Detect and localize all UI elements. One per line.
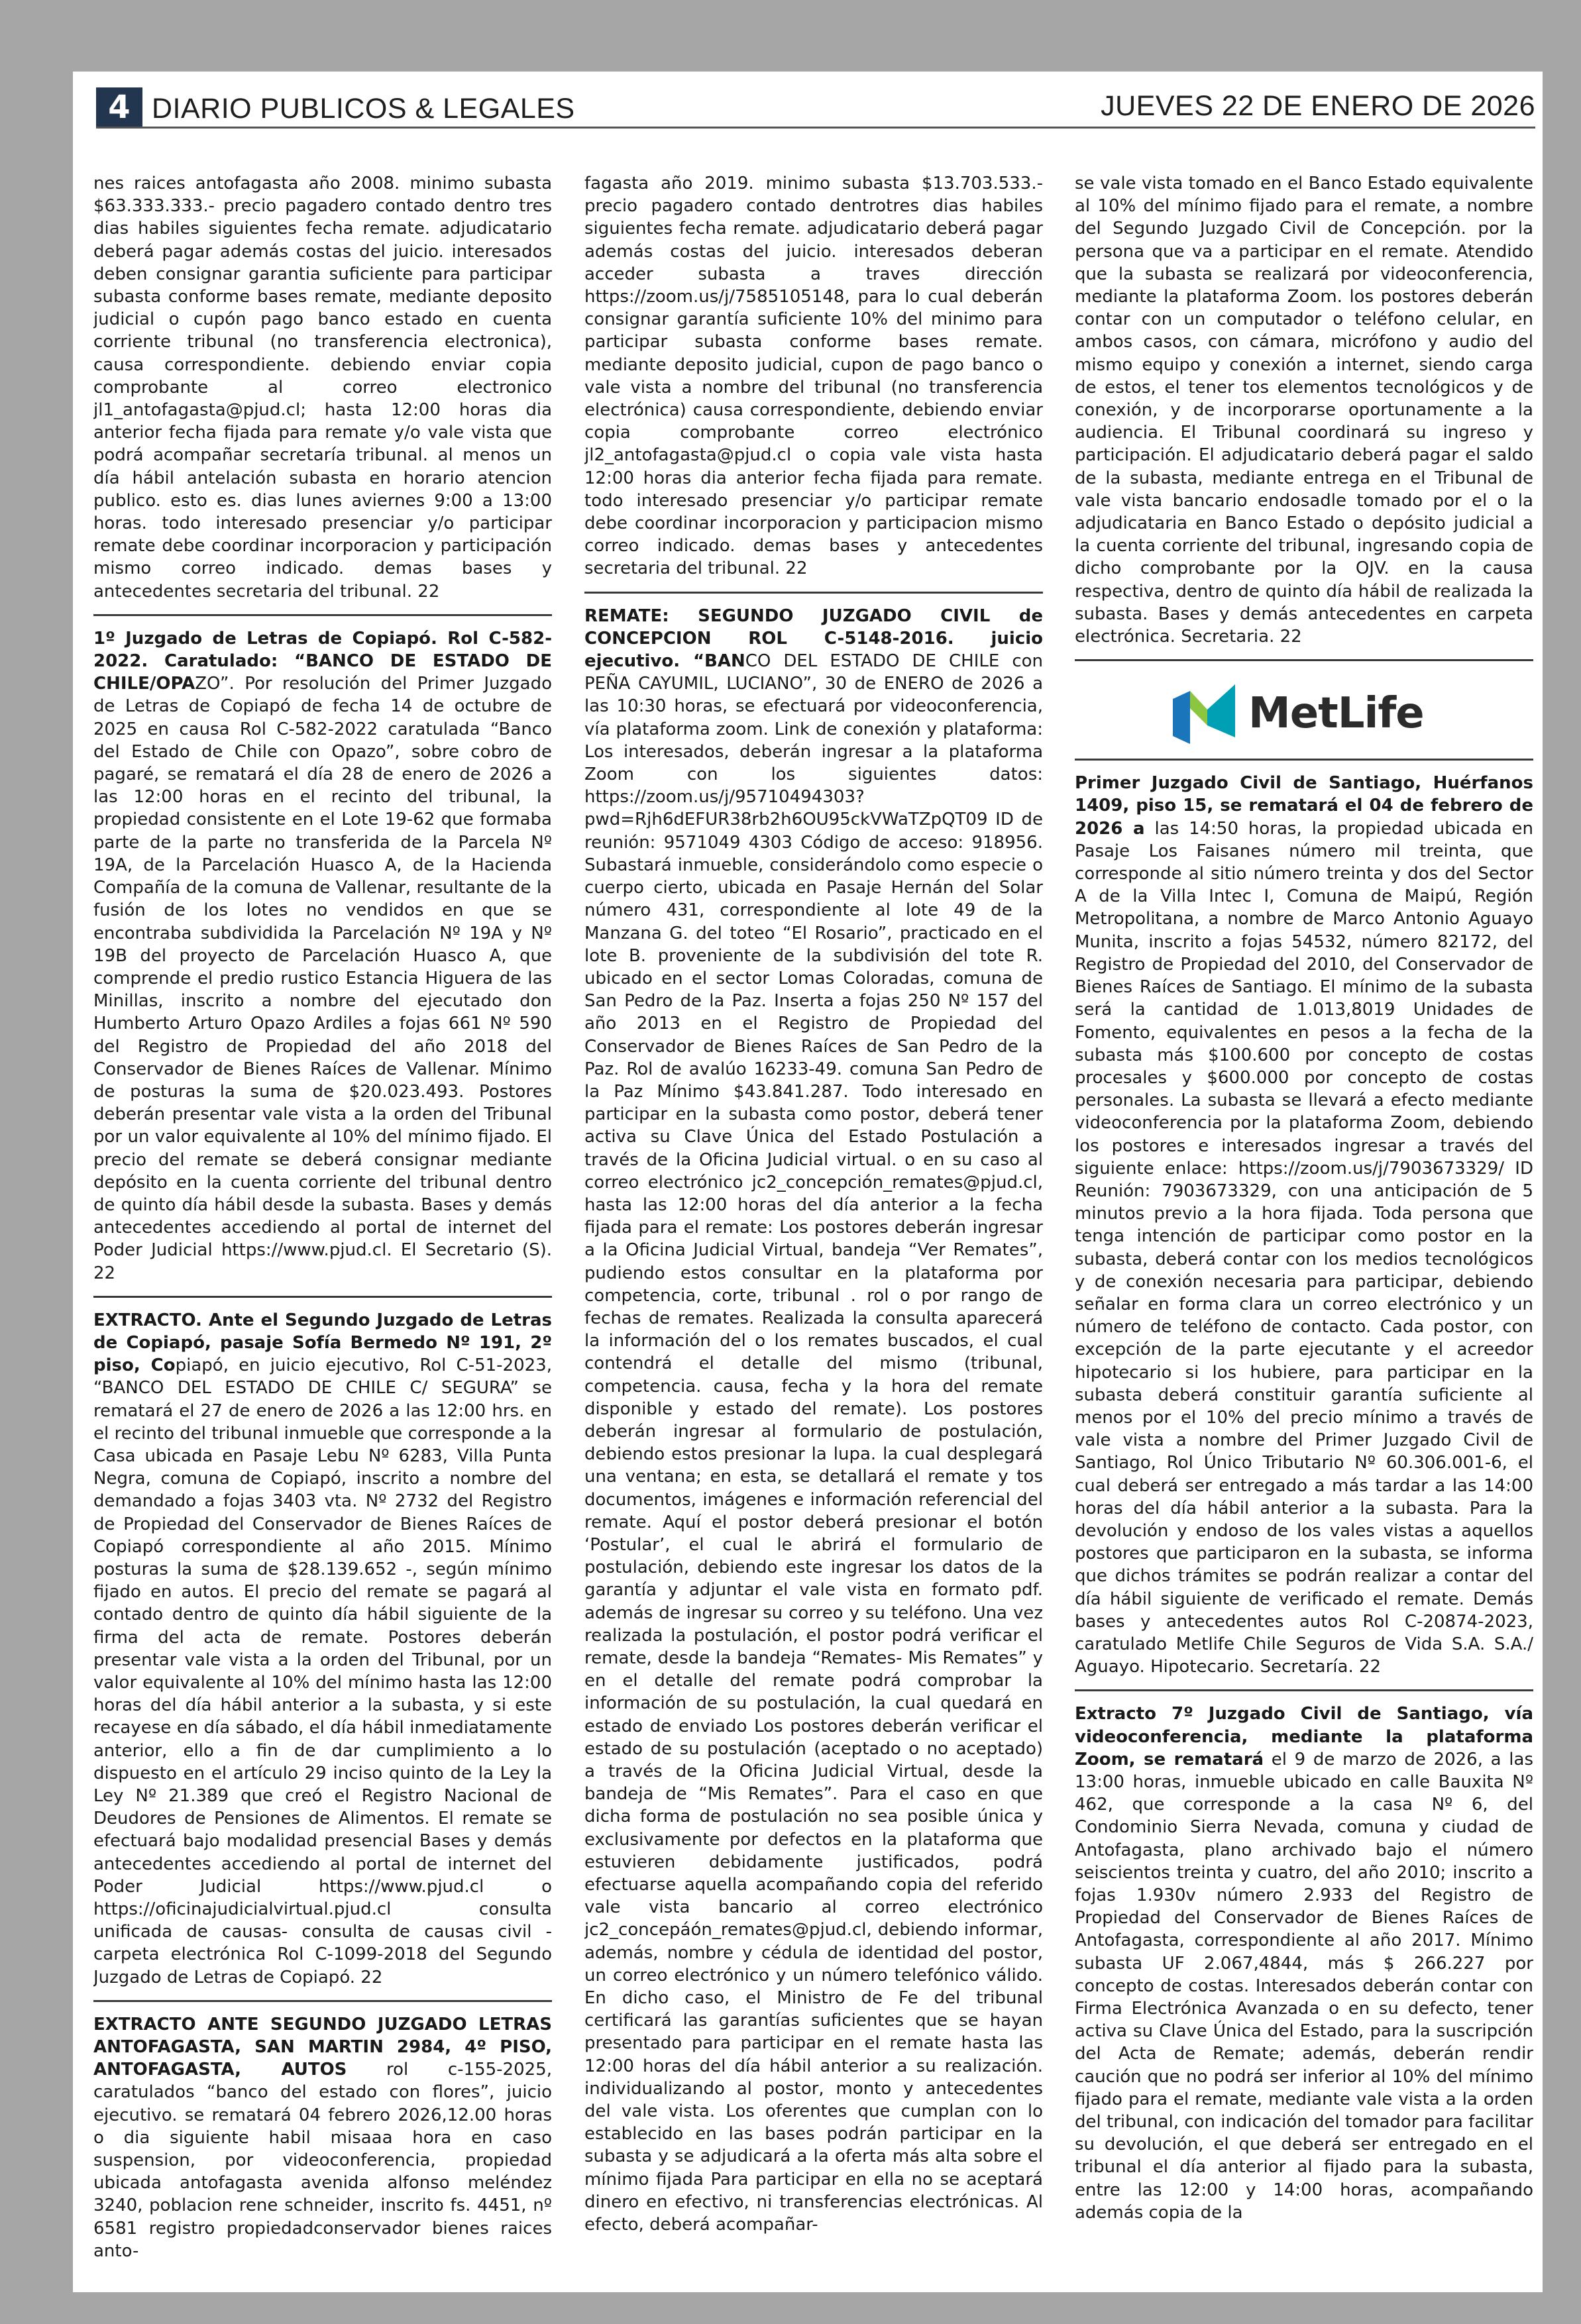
notice-body: el 9 de marzo de 2026, a las 13:00 horas, inmueble ubicado en calle Bauxita Nº 462, que corresponde a la casa Nº 6, del Condominio Sierra Nevada, comuna y ciudad de Antofagasta, plano archivado bajo el número seiscientos treinta y cuatro, del año 2010; inscrito a fojas 1.930v número 2.933 del Registro de Propiedad del Conservador de Bienes Raíces de Antofagasta, correspondiente al año 2017. Mínimo subasta UF 2.067,4844, más $ 266.227 por concepto de costas. Interesados deberán contar con Firma Electrónica Avanzada o en su defecto, tener activa su Clave Única del Estado, para la suscripción del Acta de Remate; además, deberán rendir caución que no podrá ser inferior al 10% del mínimo fijado para el remate, mediante vale vista a la orden del tribunal, con indicación del tomador para facilitar su devolución, el que deberá ser entregado en el tribunal el día anterior al fijado para la subasta, entre las 12:00 y 14:00 horas, acompañando además copia de la bbox=[1075, 1749, 1533, 2223]
column-1 bbox=[93, 172, 552, 2272]
notice bbox=[1075, 772, 1533, 1678]
publication-date: JUEVES 22 DE ENERO DE 2026 bbox=[1101, 90, 1535, 122]
notice-body: piapó, en juicio ejecutivo, Rol C-51-2023, “BANCO DEL ESTADO DE CHILE C/ SEGURA” se rematará el 27 de enero de 2026 a las 12:00 hrs. en el recinto del tribunal inmueble que corresponde a la Casa ubicada en Pasaje Lebu Nº 6283, Villa Punta Negra, comuna de Copiapó, inscrito a nombre del demandado a fojas 3403 vta. Nº 2732 del Registro de Propiedad del Conservador de Bienes Raíces de Copiapó correspondiente al año 2015. Mínimo posturas la suma de $28.139.652 -, según mínimo fijado en autos. El precio del remate se pagará al contado dentro de quinto día hábil siguiente de la firma del acta de remate. Postores deberán presentar vale vista a la orden del Tribunal, por un valor equivalente al 10% del mínimo hasta las 12:00 horas del día hábil anterior a la subasta, y si este recayese en día sábado, el día hábil inmediatamente anterior, ello a fin de dar cumplimiento a lo dispuesto en el artículo 29 inciso quinto de la Ley la Ley Nº 21.389 que creó el Registro Nacional de Deudores de Pensiones de Alimentos. El remate se efectuará bajo modalidad presencial Bases y demás antecedentes accediendo al portal de internet del Poder Judicial https://www.pjud.cl o https://oficinajudicialvirtual.pjud.cl consulta unificada de causas- consulta de causas civil - carpeta electrónica Rol C-1099-2018 del Segundo Juzgado de Letras de Copiapó. 22 bbox=[93, 1355, 552, 1987]
notice-lead: EXTRACTO. Ante el Segundo Juzgado de Letras de Copiapó, pasaje Sofía Bermedo Nº 191, 2º piso, Co bbox=[93, 1310, 552, 1376]
logo-shape-green bbox=[1190, 691, 1207, 725]
header-rule bbox=[96, 127, 1535, 129]
notice bbox=[93, 1309, 552, 1989]
logo-shape-teal bbox=[1207, 684, 1235, 737]
metlife-logo-mark-icon bbox=[1173, 684, 1235, 744]
notice-separator bbox=[1075, 759, 1533, 761]
metlife-logo-text: MetLife bbox=[1248, 689, 1424, 739]
notice-body: las 14:50 horas, la propiedad ubicada en Pasaje Los Faisanes número mil treinta, que corresponde al sitio número treinta y dos del Sector A de la Villa Intec I, Comuna de Maipú, Región Metropolitana, a nombre de Marco Antonio Aguayo Munita, inscrito a fojas 54532, número 82172, del Registro de Propiedad del 2010, del Conservador de Bienes Raíces de Santiago. El mínimo de la subasta será la cantidad de 1.013,8019 Unidades de Fomento, equivalentes en pesos a la fecha de la subasta más $100.600 por concepto de costas procesales y $600.000 por concepto de costas personales. La subasta se llevará a efecto mediante videoconferencia por la plataforma Zoom, debiendo los postores e interesados ingresar a través del siguiente enlace: https://zoom.us/j/7903673329/ ID Reunión: 7903673329, con una anticipación de 5 minutos previo a la hora fijada. Toda persona que tenga intención de participar como postor en la subasta, deberá contar con los medios tecnológicos y de conexión necesaria para participar, debiendo señalar en forma clara un correo electrónico y un número de teléfono de contacto. Cada postor, con excepción de la parte ejecutante y el acreedor hipotecario si los hubiere, para participar en la subasta deberá constituir garantía suficiente al menos por el 10% del precio mínimo a través de vale vista a nombre del Primer Juzgado Civil de Santiago, Rol Único Tributario Nº 60.306.001-6, el cual deberá ser entregado a más tardar a las 14:00 horas del día hábil anterior a la subasta. Para la devolución y endoso de los vales vistas a aquellos postores que participaron en la subasta, se informa que dichos trámites se podrán realizar a contar del día hábil siguiente de verificado el remate. Demás bases y antecedentes autos Rol C-20874-2023, caratulado Metlife Chile Seguros de Vida S.A. S.A./ Aguayo. Hipotecario. Secretaría. 22 bbox=[1075, 818, 1533, 1677]
notice-body: CO DEL ESTADO DE CHILE con PEÑA CAYUMIL, LUCIANO”, 30 de ENERO de 2026 a las 10:30 horas, se efectuará por videoconferencia, vía plataforma zoom. Link de conexión y plataforma: Los interesados, deberán ingresar a la plataforma Zoom con los siguientes datos: https://zoom.us/j/95710494303?pwd=Rjh6dEFUR38rb2h6OU95ckVWaTZpQT09 ID de reunión: 9571049 4303 Código de acceso: 918956. Subastará inmueble, considerándolo como especie o cuerpo cierto, ubicada en Pasaje Hernán del Solar número 431, correspondiente al lote 49 de la Manzana G. del toteo “El Rosario”, practicado en el lote B. proveniente de la subdivisión del tote R. ubicado en el sector Lomas Coloradas, comuna de San Pedro de la Paz. Inserta a fojas 250 Nº 157 del año 2013 en el Registro de Propiedad del Conservador de Bienes Raíces de San Pedro de la Paz. Rol de avalúo 16233-49. comuna San Pedro de la Paz Mínimo $43.841.287. Todo interesado en participar en la subasta como postor, deberá tener activa su Clave Única del Estado Postulación a través de la Oficina Judicial virtual. o en su caso al correo electrónico jc2_concepción_remates@pjud.cl, hasta las 12:00 horas del día anterior a la fecha fijada para el remate: Los postores deberán ingresar a la Oficina Judicial Virtual, bandeja “Ver Remates”, pudiendo estos consultar en la plataforma por competencia, corte, tribunal . rol o por rango de fechas de remates. Realizada la consulta aparecerá la información del o los remates buscados, el cual contendrá el detalle del mismo (tribunal, competencia. causa, fecha y la hora del remate disponible y estado del remate). Los postores deberán ingresar al formulario de postulación, debiendo estos presionar la lupa. la cual desplegará una ventana; en esta, se detallará el remate y tos documentos, imágenes e información referencial del remate. Aquí el postor deberá presionar el botón ‘Postular’, el cual le abrirá el formulario de postulación, debiendo este ingresar los datos de la garantía y adjuntar el vale vista en formato pdf. además de ingresar su correo y su teléfono. Una vez realizada la postulación, el postor podrá verificar el remate, desde la bandeja “Remates- Mis Remates” y en el detalle del remate podrá comprobar la información de su postulación, la cual quedará en estado de enviado Los postores deberán verificar el estado de su postulación (aceptado o no aceptado) a través de la Oficina Judicial Virtual, desde la bandeja de “Mis Remates”. Para el caso en que dicha forma de postulación no sea posible única y exclusivamente por defectos en la plataforma que estuvieren debidamente justificados, podrá efectuarse aquella acompañando copia del referido vale vista bancario al correo electrónico jc2_concepáón_remates@pjud.cl, debiendo informar, además, nombre y cédula de identidad del postor, un correo electrónico y un número telefónico válido. En dicho caso, el Ministro de Fe del tribunal certificará las garantías suficientes que se hayan presentado para participar en el remate hasta las 12:00 horas del día hábil anterior a su realización. individualizando al postor, monto y antecedentes del vale vista. Los oferentes que cumplan con lo establecido en las bases podrán participar en la subasta y se adjudicará a la oferta más alta sobre el mínimo fijada Para participar en ella no se aceptará dinero en efectivo, ni transferencias electrónicas. Al efecto, deberá acompañar- bbox=[584, 651, 1043, 2235]
notice-lead: 1º Juzgado de Letras de Copiapó. Rol C-582-2022. Caratulado: “BANCO DE ESTADO DE CHILE/OPA bbox=[93, 628, 552, 694]
column-2 bbox=[584, 172, 1043, 2272]
notice-lead: Extracto 7º Juzgado Civil de Santiago, vía videoconferencia, mediante la plataforma Zoom, se rematará bbox=[1075, 1704, 1533, 1769]
notice-separator bbox=[93, 614, 552, 616]
notice-body: ZO”. Por resolución del Primer Juzgado de Letras de Copiapó de fecha 14 de octubre de 2025 en causa Rol C-582-2022 caratulada “Banco del Estado de Chile con Opazo”, sobre cobro de pagaré, se rematará el día 28 de enero de 2026 a las 12:00 horas en el recinto del tribunal, la propiedad consistente en el Lote 19-62 que formaba parte de la parte no transferida de la Parcela Nº 19A, de la Parcelación Huasco A, de la Hacienda Compañía de la comuna de Vallenar, resultante de la fusión de los lotes no vendidos en que se encontraba subdividida la Parcelación Nº 19A y Nº 19B del proyecto de Parcelación Huasco A, que comprende el predio rustico Estancia Higuera de las Minillas, inscrito a nombre del ejecutado don Humberto Arturo Opazo Ardiles a fojas 661 Nº 590 del Registro de Propiedad del año 2018 del Conservador de Bienes Raíces de Vallenar. Mínimo de posturas la suma de $20.023.493. Postores deberán presentar vale vista a la orden del Tribunal por un valor equivalente al 10% del mínimo fijado. El precio del remate se deberá consignar mediante depósito en la cuenta corriente del tribunal dentro de quinto día hábil desde la subasta. Bases y demás antecedentes accediendo al portal de internet del Poder Judicial https://www.pjud.cl. El Secretario (S). 22 bbox=[93, 674, 552, 1283]
notice-body: rol c-155-2025, caratulados “banco del estado con flores”, juicio ejecutivo. se rematará 04 febrero 2026,12.00 horas o dia siguiente habil misaaa hora en caso suspension, por videoconferencia, propiedad ubicada antofagasta avenida alfonso meléndez 3240, poblacion rene schneider, inscrito fs. 4451, nº 6581 registro propiedadconservador bienes raices anto- bbox=[93, 2060, 552, 2261]
notice bbox=[93, 2013, 552, 2262]
notice-body: se vale vista tomado en el Banco Estado equivalente al 10% del mínimo fijado para el remate, a nombre del Segundo Juzgado Civil de Concepción. por la persona que va a participar en el remate. Atendido que la subasta se realizará por videoconferencia, mediante la plataforma Zoom. los postores deberán contar con un computador o teléfono celular, en ambos casos, con cámara, micrófono y audio del mismo equipo y conexión a internet, siendo carga de estos, el tener tos elementos tecnológicos y de conexión, y de incorporarse oportunamente a la audiencia. El Tribunal coordinará su ingreso y participación. El adjudicatario deberá pagar el saldo de la subasta, mediante entrega en el Tribunal de vale vista bancario endosadle tomado por el o la adjudicataria en Banco Estado o depósito judicial a la cuenta corriente del tribunal, ingresando copia de dicho comprobante por la OJV. en la causa respectiva, dentro de quinto día hábil de realizada la subasta. Bases y demás antecedentes en carpeta electrónica. Secretaria. 22 bbox=[1075, 174, 1533, 647]
notice-separator bbox=[584, 592, 1043, 594]
column-3 bbox=[1075, 172, 1533, 2272]
logo-shape-blue bbox=[1173, 691, 1190, 744]
notice bbox=[93, 627, 552, 1285]
notice bbox=[584, 172, 1043, 580]
notice bbox=[1075, 1703, 1533, 2224]
notice-lead: REMATE: SEGUNDO JUZGADO CIVIL de CONCEPCION ROL C-5148-2016. juicio ejecutivo. “BAN bbox=[584, 606, 1043, 672]
notice-separator bbox=[93, 2000, 552, 2002]
notice-separator bbox=[1075, 659, 1533, 661]
metlife-logo bbox=[1075, 672, 1533, 752]
notice-separator bbox=[93, 1296, 552, 1298]
notice bbox=[1075, 172, 1533, 648]
notice-body: nes raices antofagasta año 2008. minimo subasta $63.333.333.- precio pagadero contado dentro tres dias habiles siguientes fecha remate. adjudicatario deberá pagar además costas del juicio. interesados deben consignar garantia suficiente para participar subasta conforme bases remate, mediante deposito judicial o cupón pago banco estado en cuenta corriente tribunal (no transferencia electronica), causa correspondiente. debiendo enviar copia comprobante al correo electronico jl1_antofagasta@pjud.cl; hasta 12:00 horas dia anterior fecha fijada para remate y/o vale vista que podrá acompañar secretaría tribunal. al menos un día hábil antelación subasta en horario atencion publico. esto es. dias lunes aviernes 9:00 a 13:00 horas. todo interesado presenciar y/o participar remate debe coordinar incorporacion y participación mismo correo indicado. demas bases y antecedentes secretaria del tribunal. 22 bbox=[93, 174, 552, 602]
notice bbox=[584, 605, 1043, 2237]
publication-name: DIARIO PUBLICOS & LEGALES bbox=[152, 93, 575, 125]
notice-lead: EXTRACTO ANTE SEGUNDO JUZGADO LETRAS ANTOFAGASTA, SAN MARTIN 2984, 4º PISO, ANTOFAGASTA, AUTOS bbox=[93, 2014, 552, 2080]
notice bbox=[93, 172, 552, 603]
notice-separator bbox=[1075, 1689, 1533, 1691]
page-number: 4 bbox=[96, 87, 142, 127]
page-header bbox=[96, 85, 1535, 129]
notice-lead: Primer Juzgado Civil de Santiago, Huérfanos 1409, piso 15, se rematará el 04 de febrero de 2026 a bbox=[1075, 773, 1533, 839]
notice-body: fagasta año 2019. minimo subasta $13.703.533.- precio pagadero contado dentrotres dias habiles siguientes fecha remate. adjudicatario deberá pagar además costas del juicio. interesados deberan acceder subasta a traves dirección https://zoom.us/j/7585105148, para lo cual deberán consignar garantía suficiente 10% del minimo para participar subasta conforme bases remate. mediante deposito judicial, cupon de pago banco o vale vista a nombre del tribunal (no transferencia electrónica) causa correspondiente, debiendo enviar copia comprobante correo electrónico jl2_antofagasta@pjud.cl o copia vale vista hasta 12:00 horas dia anterior fecha fijada para remate. todo interesado presenciar y/o participar remate debe coordinar incorporacion y participacion mismo correo indicado. demas bases y antecedentes secretaria del tribunal. 22 bbox=[584, 174, 1043, 579]
